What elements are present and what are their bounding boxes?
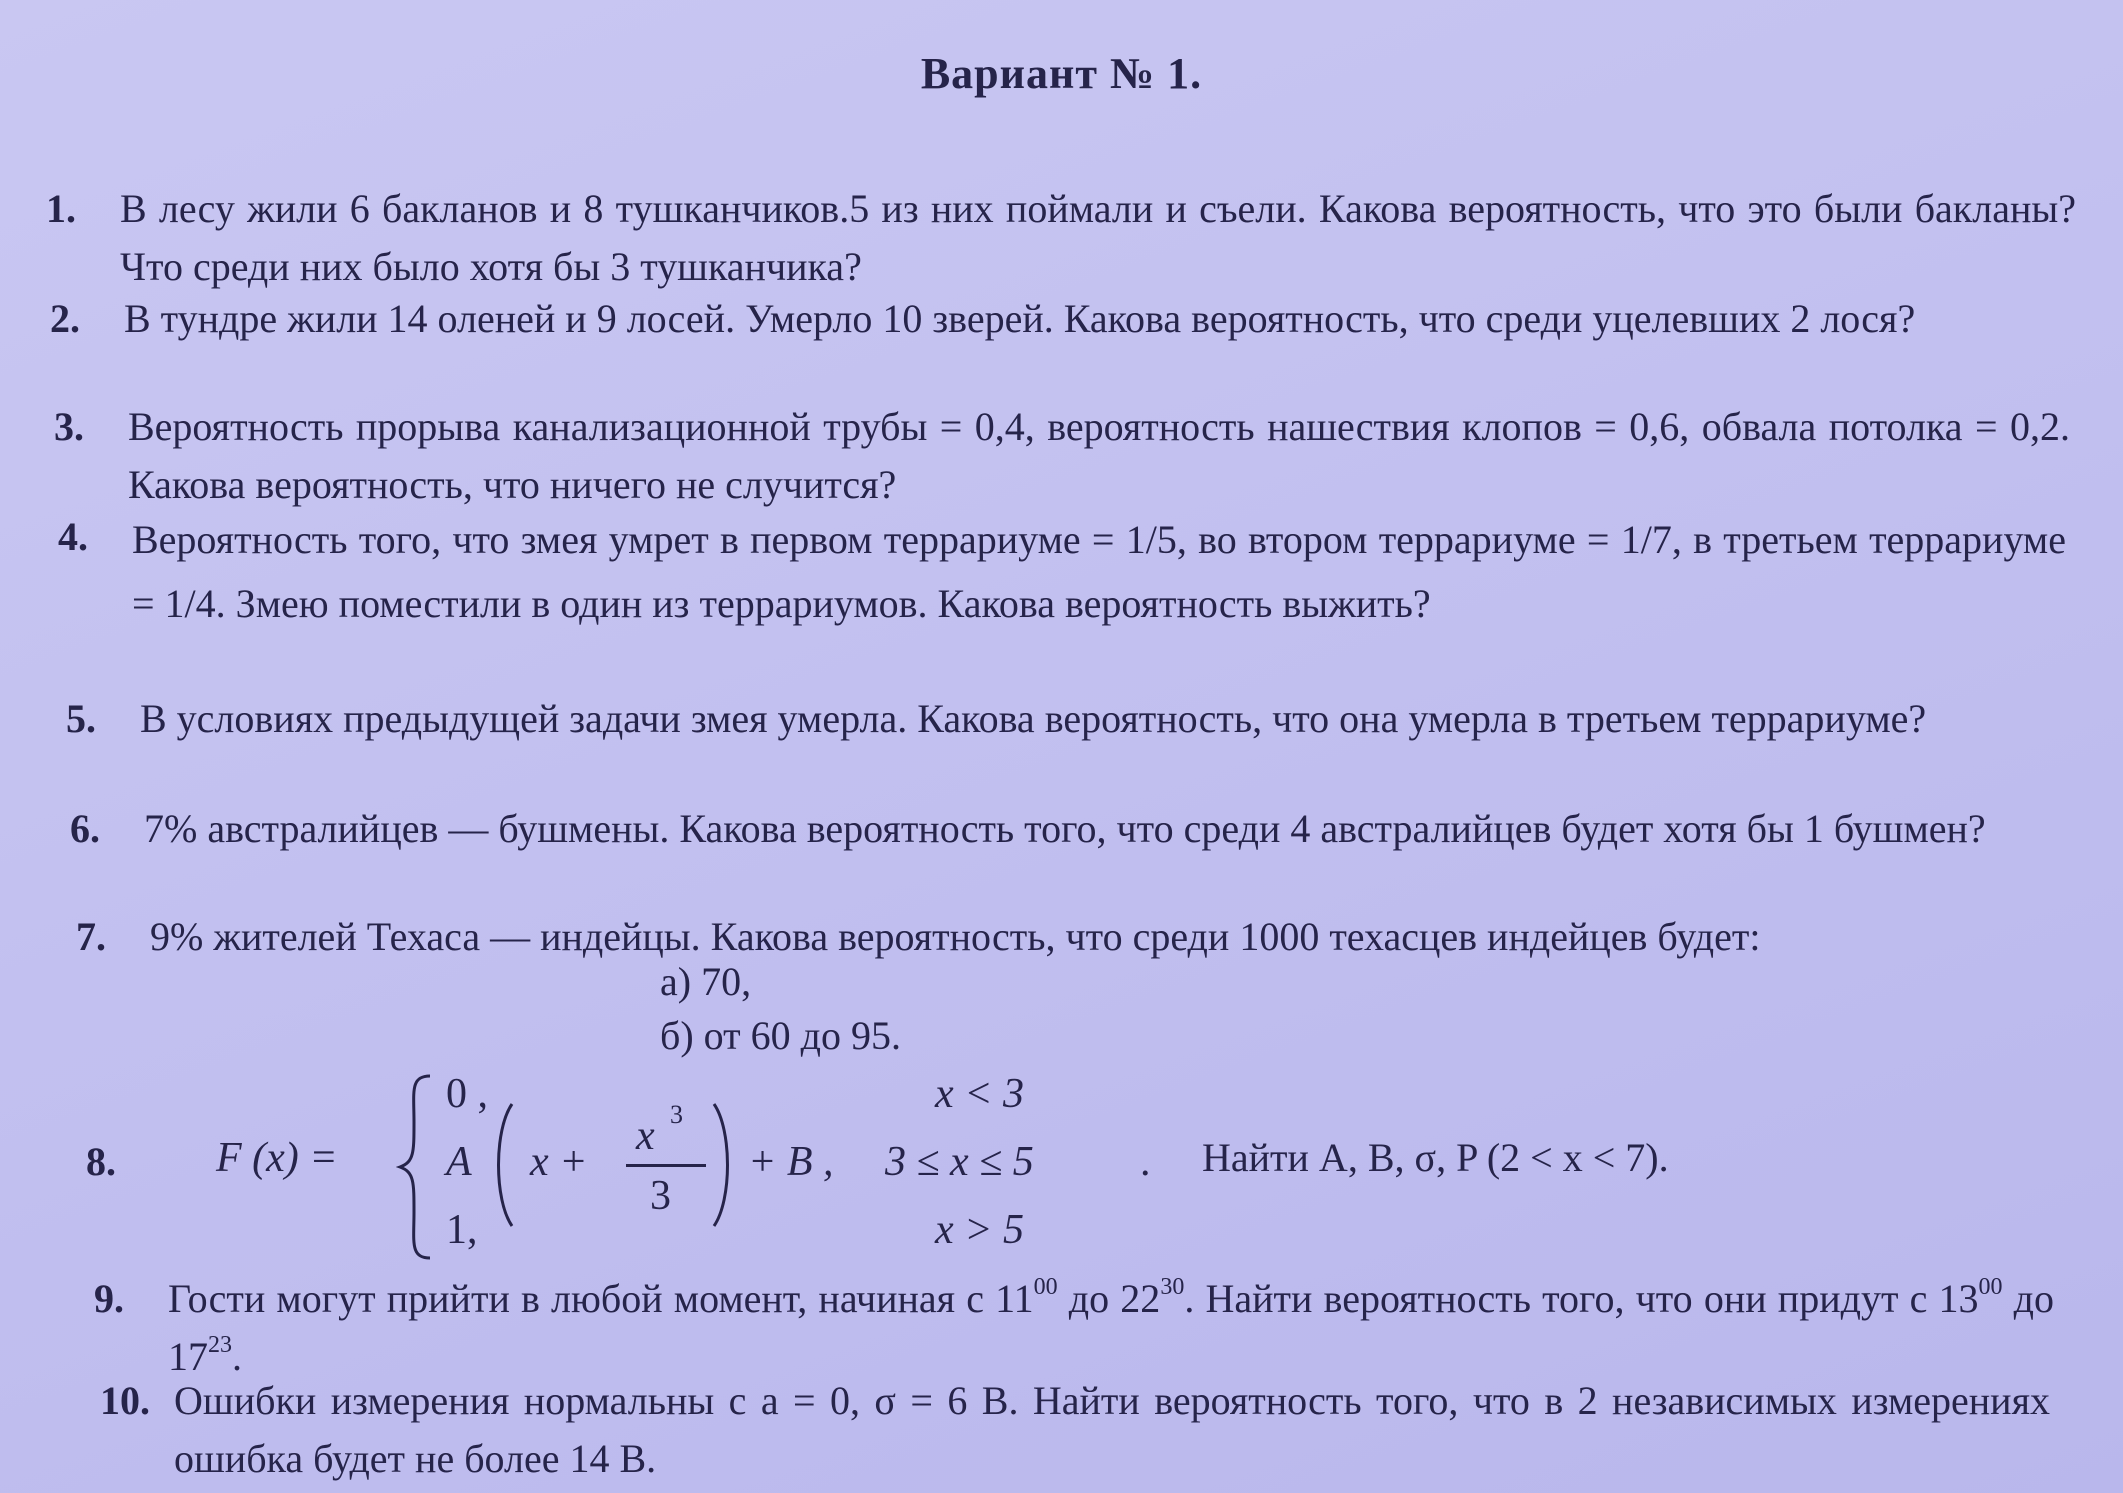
- brace-icon: [396, 1072, 436, 1262]
- p9-sup-1: 00: [1033, 1274, 1058, 1300]
- problem-number: 4.: [58, 514, 88, 559]
- right-paren-icon: [710, 1100, 736, 1230]
- problem-4: [58, 508, 2066, 636]
- fraction-exponent: 3: [670, 1100, 683, 1129]
- function-lhs: F (x) =: [216, 1135, 338, 1181]
- problem-number: 7.: [76, 914, 106, 959]
- p9-sup-4: 23: [208, 1332, 232, 1358]
- fraction-numerator: x: [636, 1113, 655, 1159]
- problem-text: Вероятность того, что змея умрет в первом террариуме = 1/5, во втором террариуме = 1/7, в третьем террариуме = 1/4. Змею поместили в один из террариумов. Какова вероятность выжить?: [132, 517, 2066, 626]
- problem-5: [66, 690, 2062, 748]
- p7-option-a: а) 70,: [660, 959, 752, 1004]
- case2-condition: 3 ≤ x ≤ 5: [885, 1139, 1034, 1185]
- problem-text: [168, 1270, 2054, 1386]
- problem-number: 5.: [66, 696, 96, 741]
- problem-6: [70, 800, 2060, 858]
- problem-text: 9% жителей Техаса — индейцы. Какова вероятность, что среди 1000 техасцев индейцев будет:: [150, 914, 1761, 959]
- p9-text-3: . Найти вероятность того, что они придут с 13: [1184, 1276, 1979, 1321]
- problem-7: [76, 908, 2056, 966]
- problem-text: Вероятность прорыва канализационной трубы = 0,4, вероятность нашествия клопов = 0,6, обвала потолка = 0,2. Какова вероятность, что ничего не случится?: [128, 404, 2070, 507]
- p9-sup-3: 00: [1978, 1274, 2003, 1300]
- problem-1: [46, 180, 2076, 296]
- problem-3: [54, 398, 2070, 514]
- problem-10: [100, 1372, 2050, 1488]
- problem-number: 6.: [70, 806, 100, 851]
- problem-9: [94, 1270, 2054, 1386]
- fraction-bar: [626, 1164, 706, 1167]
- problem-text: В условиях предыдущей задачи змея умерла. Какова вероятность, что она умерла в третьем террариуме?: [140, 696, 1927, 741]
- case2-b-term: + B ,: [748, 1139, 834, 1185]
- case2-dot: .: [1140, 1139, 1151, 1185]
- problem-2: [50, 290, 2072, 348]
- p9-text-2: до 22: [1057, 1276, 1161, 1321]
- p9-text-1: Гости могут прийти в любой момент, начиная с 11: [168, 1276, 1034, 1321]
- problem-text: 7% австралийцев — бушмены. Какова вероятность того, что среди 4 австралийцев будет хотя бы 1 бушмен?: [144, 806, 1986, 851]
- case1-value: 0 ,: [446, 1071, 488, 1117]
- problem-text: В лесу жили 6 бакланов и 8 тушканчиков.5 из них поймали и съели. Какова вероятность, что это были бакланы? Что среди них было хотя бы 3 тушканчика?: [120, 186, 2076, 289]
- problem-number: 9.: [94, 1276, 124, 1321]
- problem-text: В тундре жили 14 оленей и 9 лосей. Умерло 10 зверей. Какова вероятность, что среди уцелевших 2 лося?: [124, 296, 1916, 341]
- p9-sup-2: 30: [1160, 1274, 1185, 1300]
- case1-condition: x < 3: [935, 1071, 1024, 1117]
- p7-option-b: б) от 60 до 95.: [660, 1013, 901, 1058]
- page-title: Вариант № 1.: [920, 49, 1203, 98]
- problem-number: 2.: [50, 296, 80, 341]
- problem-text: Ошибки измерения нормальны с a = 0, σ = 6 В. Найти вероятность того, что в 2 независимых измерениях ошибка будет не более 14 В.: [174, 1378, 2050, 1481]
- case2-x-term: x +: [530, 1139, 588, 1185]
- p9-text-5: .: [232, 1334, 242, 1379]
- problem-number: 1.: [46, 186, 76, 231]
- left-paren-icon: [490, 1100, 516, 1230]
- problem-number: 8.: [86, 1139, 116, 1184]
- p9-text-4: до 17: [168, 1276, 2055, 1379]
- problem-number: 10.: [100, 1378, 150, 1423]
- problem-number: 3.: [54, 404, 84, 449]
- case3-condition: x > 5: [935, 1207, 1024, 1253]
- problem-8-task: Найти A, B, σ, P (2 < x < 7).: [1202, 1135, 1669, 1180]
- case2-coefficient: A: [446, 1139, 472, 1185]
- fraction-denominator: 3: [650, 1173, 671, 1219]
- case3-value: 1,: [446, 1207, 478, 1253]
